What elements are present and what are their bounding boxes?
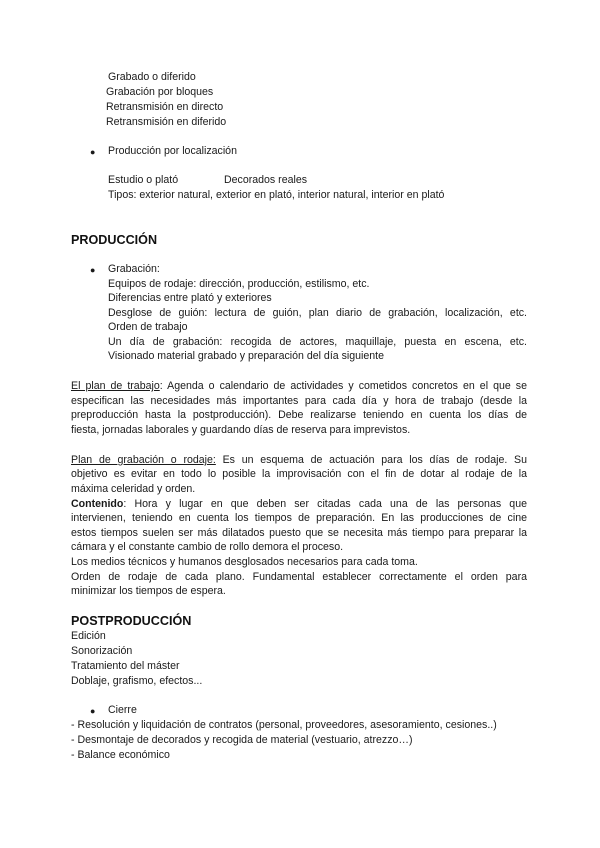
list-item: Visionado material grabado y preparación del día siguiente bbox=[108, 350, 385, 362]
list-item: Diferencias entre plató y exteriores bbox=[108, 292, 272, 304]
list-item: Un día de grabación: recogida de actores, maquillaje, puesta en escena, etc. bbox=[108, 336, 527, 348]
contenido-line: estos tiempos suelen ser más dilatados puesto que se necesita más tiempo para preparar la bbox=[71, 527, 527, 539]
list-item: Tratamiento del máster bbox=[71, 660, 180, 672]
bullet-icon: ● bbox=[90, 265, 96, 275]
list-item: - Balance económico bbox=[71, 749, 170, 761]
localizacion-tipos: Tipos: exterior natural, exterior en plató, interior natural, interior en plató bbox=[108, 189, 445, 201]
orden-line: Orden de rodaje de cada plano. Fundamental establecer correctamente el orden para bbox=[71, 571, 527, 583]
plan-trabajo-line: fiesta, jornadas laborales y guardando días de reserva para imprevistos. bbox=[71, 424, 411, 436]
bullet-icon: ● bbox=[90, 147, 96, 157]
contenido-term: Contenido bbox=[71, 498, 124, 510]
list-item: Edición bbox=[71, 630, 106, 642]
bullet-icon: ● bbox=[90, 706, 96, 716]
plan-grabacion-line: máxima celeridad y orden. bbox=[71, 483, 196, 495]
section-heading-postproduccion: POSTPRODUCCIÓN bbox=[71, 614, 192, 628]
list-item: Sonorización bbox=[71, 645, 133, 657]
plan-trabajo-line: preproducción hasta la postproducción). Debe realizarse teniendo en cuenta los días de bbox=[71, 409, 527, 421]
plan-grabacion-line: objetivo es evitar en todo lo posible la improvisación con el fin de dotar al rodaje de la bbox=[71, 468, 527, 480]
localizacion-col2: Decorados reales bbox=[224, 174, 308, 186]
orden-line: minimizar los tiempos de espera. bbox=[71, 585, 226, 597]
section-heading-produccion: PRODUCCIÓN bbox=[71, 233, 158, 247]
contenido-line: Contenido: Hora y lugar en que deben ser citadas cada una de las personas que bbox=[71, 498, 527, 510]
plan-trabajo-line: El plan de trabajo: Agenda o calendario de actividades y cometidos concretos en el que se bbox=[71, 380, 527, 392]
list-item: Desglose de guión: lectura de guión, plan diario de grabación, localización, etc. bbox=[108, 307, 527, 319]
list-item: Retransmisión en diferido bbox=[106, 116, 227, 128]
medios-line: Los medios técnicos y humanos desglosados necesarios para cada toma. bbox=[71, 556, 418, 568]
bullet-label: Producción por localización bbox=[108, 145, 237, 157]
bullet-label: Cierre bbox=[108, 704, 137, 716]
list-item: - Resolución y liquidación de contratos (personal, proveedores, asesoramiento, cesiones..) bbox=[71, 719, 497, 731]
localizacion-col1: Estudio o plató bbox=[108, 174, 179, 186]
list-item: Orden de trabajo bbox=[108, 321, 188, 333]
list-item: Grabado o diferido bbox=[108, 71, 196, 83]
plan-trabajo-line: especifican las necesidades más importantes para cada día y hora de trabajo (desde la bbox=[71, 395, 527, 407]
plan-trabajo-term: El plan de trabajo bbox=[71, 380, 160, 392]
list-item: Doblaje, grafismo, efectos... bbox=[71, 675, 203, 687]
plan-grabacion-line: Plan de grabación o rodaje: Es un esquema de actuación para los días de rodaje. Su bbox=[71, 454, 528, 466]
contenido-line: intervienen, teniendo en cuenta los tiempos de preparación. En las producciones de cine bbox=[71, 512, 527, 524]
list-item: Equipos de rodaje: dirección, producción, estilismo, etc. bbox=[108, 278, 370, 290]
contenido-line: cámara y el constante cambio de rollo demora el proceso. bbox=[71, 541, 344, 553]
bullet-label: Grabación: bbox=[108, 263, 160, 275]
list-item: Grabación por bloques bbox=[106, 86, 214, 98]
plan-grabacion-term: Plan de grabación o rodaje: bbox=[71, 454, 216, 466]
list-item: - Desmontaje de decorados y recogida de material (vestuario, atrezzo…) bbox=[71, 734, 413, 746]
list-item: Retransmisión en directo bbox=[106, 101, 224, 113]
